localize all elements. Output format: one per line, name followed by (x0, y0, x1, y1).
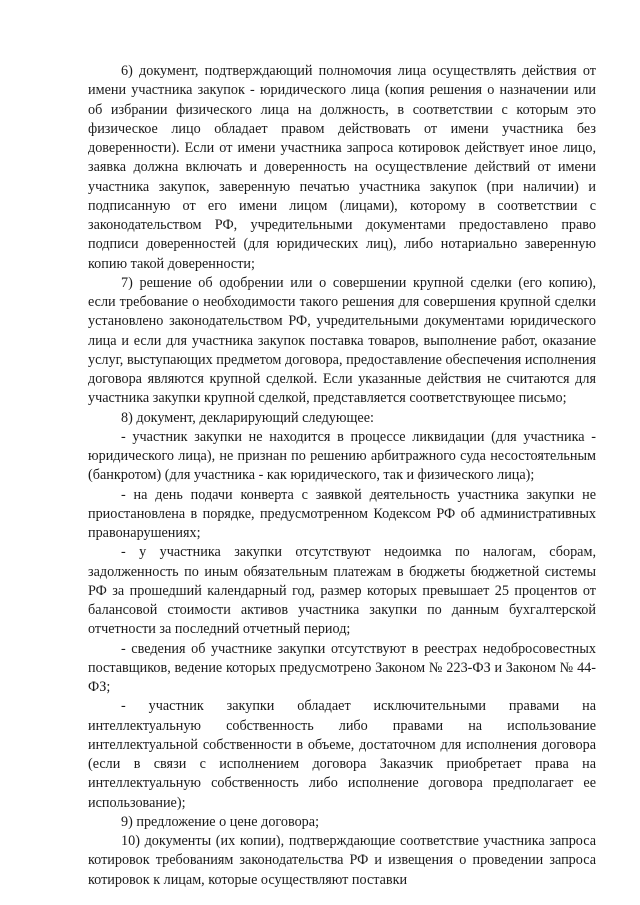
declaration-intellectual-property: - участник закупки обладает исключительными правами на интеллектуальную собственность либо правами на использование интеллектуальной собственности в объеме, достаточном для исполнения договора (если в связи с исполнением договора Заказчик приобретает права на интеллектуальную собственность либо исполнение договора предполагает ее использование); (88, 698, 596, 811)
document-page (88, 62, 596, 890)
declaration-tax-arrears: - у участника закупки отсутствуют недоимка по налогам, сборам, задолженность по иным обязательным платежам в бюджеты бюджетной системы РФ за прошедший календарный год, размер которых превышает 25 процентов от балансовой стоимости активов участника закупки по данным бухгалтерской отчетности за последний отчетный период; (88, 544, 596, 638)
paragraph-item-9: 9) предложение о цене договора; (121, 813, 320, 830)
paragraph-item-10: 10) документы (их копии), подтверждающие соответствие участника запроса котировок требованиям законодательства РФ и извещения о проведении запроса котировок к лицам, которые осуществляют поставки (88, 833, 596, 888)
paragraph-item-7: 7) решение об одобрении или о совершении крупной сделки (его копию), если требование о необходимости такого решения для совершения крупной сделки установлено законодательством РФ, учредительными документами юридического лица и если для участника закупок поставка товаров, выполнение работ, оказание услуг, выступающих предметом договора, предоставление обеспечения исполнения договора являются крупной сделкой. Если указанные действия не считаются для участника закупки крупной сделкой, представляется соответствующее письмо; (88, 274, 596, 407)
paragraph-item-6: 6) документ, подтверждающий полномочия лица осуществлять действия от имени участника закупок - юридического лица (копия решения о назначении или об избрании физического лица на должность, в соответствии с которым это физическое лицо обладает правом действовать от имени участника без доверенности). Если от имени участника запроса котировок действует иное лицо, заявка должна включать и доверенность на осуществление действий от имени участника закупок, заверенную печатью участника закупок (при наличии) и подписанную от его имени лицом (лицами), которому в соответствии с законодательством РФ, учредительными документами предоставлено право подписи доверенностей (для юридических лиц), либо нотариально заверенную копию такой доверенности; (88, 63, 596, 272)
paragraph-item-8: 8) документ, декларирующий следующее: (121, 409, 374, 426)
declaration-liquidation: - участник закупки не находится в процессе ликвидации (для участника - юридического лица), не признан по решению арбитражного суда несостоятельным (банкротом) (для участника - как юридического, так и физического лица); (88, 428, 596, 484)
declaration-registry: - сведения об участнике закупки отсутствуют в реестрах недобросовестных поставщиков, ведение которых предусмотрено Законом № 223-ФЗ и Законом № 44-ФЗ; (88, 640, 596, 695)
declaration-suspension: - на день подачи конверта с заявкой деятельность участника закупки не приостановлена в порядке, предусмотренном Кодексом РФ об административных правонарушениях; (88, 486, 596, 541)
